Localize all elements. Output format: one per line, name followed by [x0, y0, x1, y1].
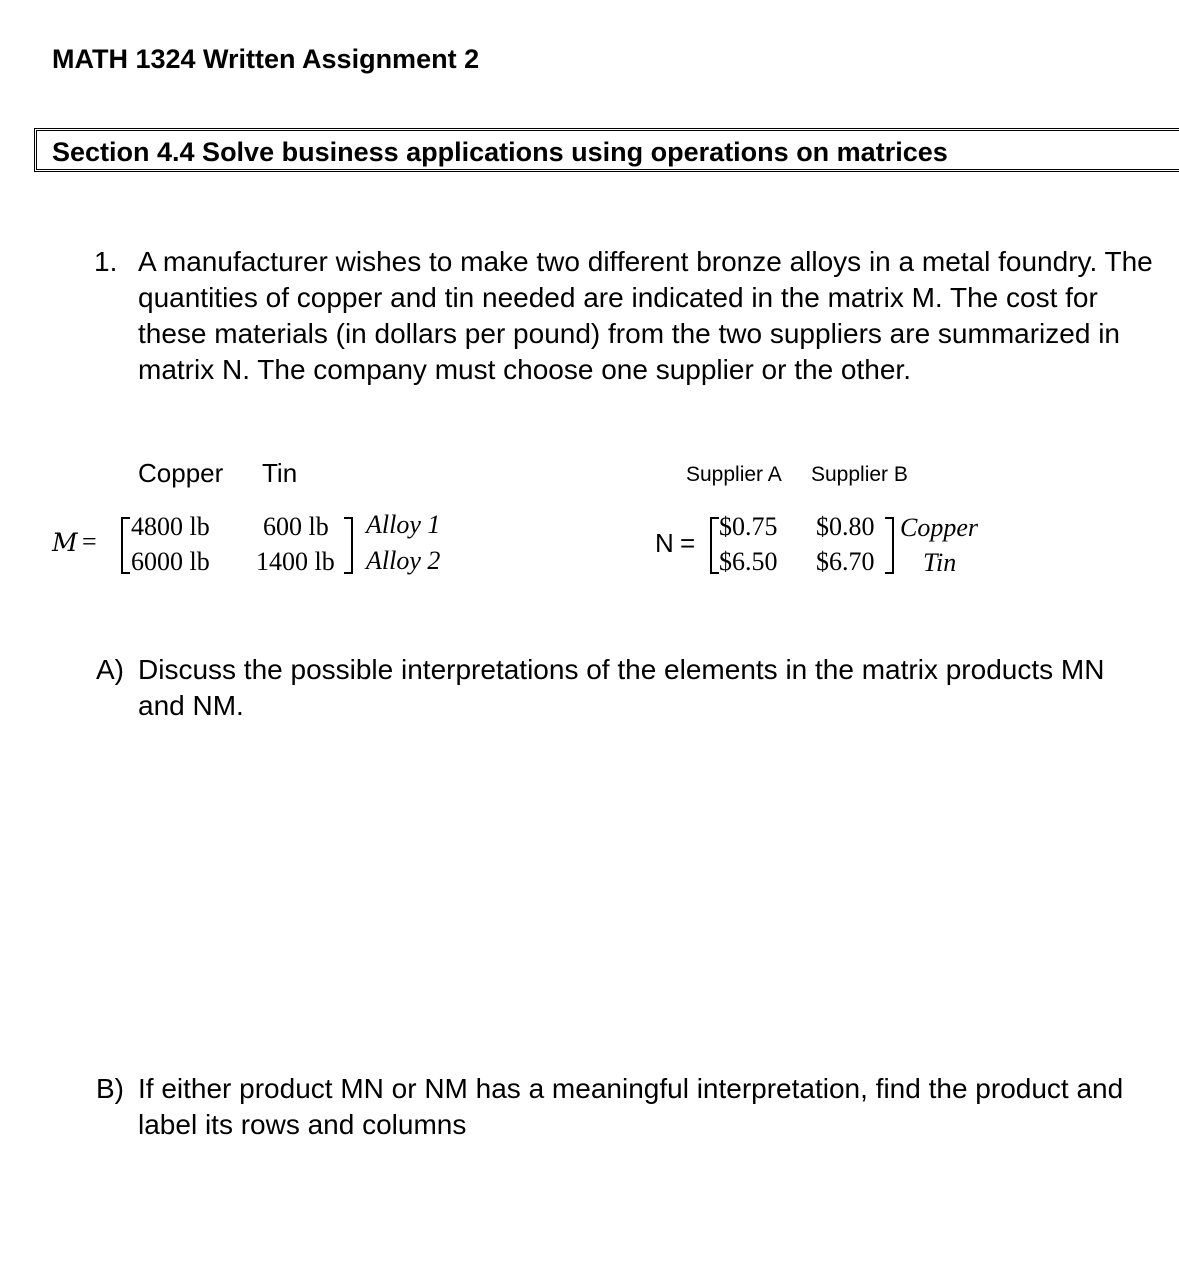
matrix-n-cell: $0.75	[719, 512, 778, 541]
matrix-m-col-header-copper: Copper	[138, 458, 224, 488]
page-title: MATH 1324 Written Assignment 2	[52, 44, 480, 74]
part-a-letter: A)	[96, 654, 124, 685]
matrix-m-row-label: Alloy 1	[366, 510, 441, 539]
problem-text: A manufacturer wishes to make two different bronze alloys in a metal foundry. The quantities of copper and tin needed are indicated in the matrix M. The cost for these materials (in dollars per pound) from the two suppliers are summarized in matrix N. The company must choose one supplier or the other.	[138, 246, 1153, 385]
matrix-m-cell: 600 lb	[263, 512, 329, 541]
matrix-m-cell: 6000 lb	[131, 547, 210, 576]
section-heading: Section 4.4 Solve business applications using operations on matrices	[52, 137, 948, 167]
matrix-n-row-label: Copper	[900, 513, 978, 542]
matrix-m-cell: 1400 lb	[256, 547, 335, 576]
matrix-n-row-label: Tin	[923, 548, 957, 577]
matrix-m-left-bracket	[121, 517, 130, 574]
matrix-n-cell: $0.80	[816, 512, 875, 541]
matrix-n-col-header-supplier-a: Supplier A	[686, 463, 782, 486]
part-b-letter: B)	[96, 1073, 124, 1104]
part-a-text: Discuss the possible interpretations of the elements in the matrix products MN and NM.	[138, 654, 1105, 721]
matrix-m-row-label: Alloy 2	[366, 546, 441, 575]
problem-number: 1.	[94, 246, 118, 277]
matrix-n-col-header-supplier-b: Supplier B	[811, 463, 908, 486]
part-b-text: If either product MN or NM has a meaningful interpretation, find the product and label its rows and columns	[138, 1073, 1124, 1140]
matrix-m-cell: 4800 lb	[131, 512, 210, 541]
matrix-n-name: N	[655, 528, 674, 558]
matrix-m-name: M	[52, 528, 78, 557]
matrix-n-left-bracket	[710, 517, 719, 574]
matrix-n-right-bracket	[885, 517, 894, 574]
matrix-n-cell: $6.70	[816, 547, 875, 576]
matrix-n-equals: =	[680, 528, 696, 558]
matrix-m-equals: =	[82, 527, 97, 556]
matrix-m-col-header-tin: Tin	[262, 458, 298, 488]
matrix-m-right-bracket	[344, 517, 353, 574]
matrix-n-cell: $6.50	[719, 547, 778, 576]
